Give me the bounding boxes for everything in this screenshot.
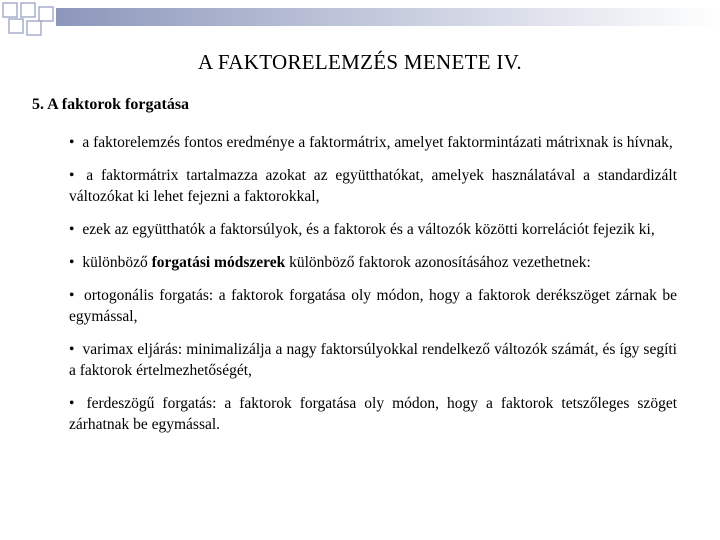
- bullet-item: [69, 252, 677, 273]
- bullet-item: [69, 165, 677, 207]
- bullet-marker: •: [69, 221, 75, 238]
- section-heading: 5. A faktorok forgatása: [32, 96, 190, 113]
- bullet-marker: •: [69, 134, 75, 151]
- bullet-text: ferdeszögű forgatás: a faktorok forgatása oly módon, hogy a faktorok tetszőleges szöget zárhatnak be egymással.: [69, 395, 678, 433]
- bullet-item: [69, 132, 677, 153]
- bullet-text-after: különböző faktorok azonosításához vezethetnek:: [285, 254, 591, 271]
- bullet-item: [69, 339, 677, 381]
- deco-square: [9, 19, 23, 33]
- deco-square: [27, 21, 41, 35]
- bullet-text: a faktorelemzés fontos eredménye a faktormátrix, amelyet faktormintázati mátrixnak is hívnak,: [82, 134, 673, 151]
- header-gradient-bar: [56, 8, 720, 26]
- bullet-text: varimax eljárás: minimalizálja a nagy faktorsúlyokkal rendelkező változók számát, és így segíti a faktorok értelmezhetőségét,: [69, 341, 677, 379]
- bullet-text: a faktormátrix tartalmazza azokat az együtthatókat, amelyek használatával a standardizált változókat ki lehet fejezni a faktorokkal,: [69, 167, 678, 205]
- bullet-text: ortogonális forgatás: a faktorok forgatása oly módon, hogy a faktorok derékszöget zárnak be egymással,: [69, 287, 677, 325]
- bullet-list: [69, 132, 677, 447]
- bullet-text-bold: forgatási módszerek: [151, 254, 286, 271]
- deco-square: [3, 3, 17, 17]
- bullet-marker: •: [69, 287, 75, 304]
- bullet-marker: •: [69, 341, 75, 358]
- bullet-text: ezek az együtthatók a faktorsúlyok, és a faktorok és a változók közötti korrelációt fejezik ki,: [82, 221, 655, 238]
- deco-square: [39, 7, 53, 21]
- bullet-item: [69, 285, 677, 327]
- header-decoration: [0, 0, 720, 40]
- bullet-item: [69, 393, 677, 435]
- slide-title: A FAKTORELEMZÉS MENETE IV.: [198, 50, 522, 74]
- bullet-marker: •: [69, 254, 75, 271]
- bullet-item: [69, 219, 677, 240]
- bullet-marker: •: [69, 167, 75, 184]
- deco-square: [21, 3, 35, 17]
- bullet-marker: •: [69, 395, 75, 412]
- bullet-text-before: különböző: [82, 254, 152, 271]
